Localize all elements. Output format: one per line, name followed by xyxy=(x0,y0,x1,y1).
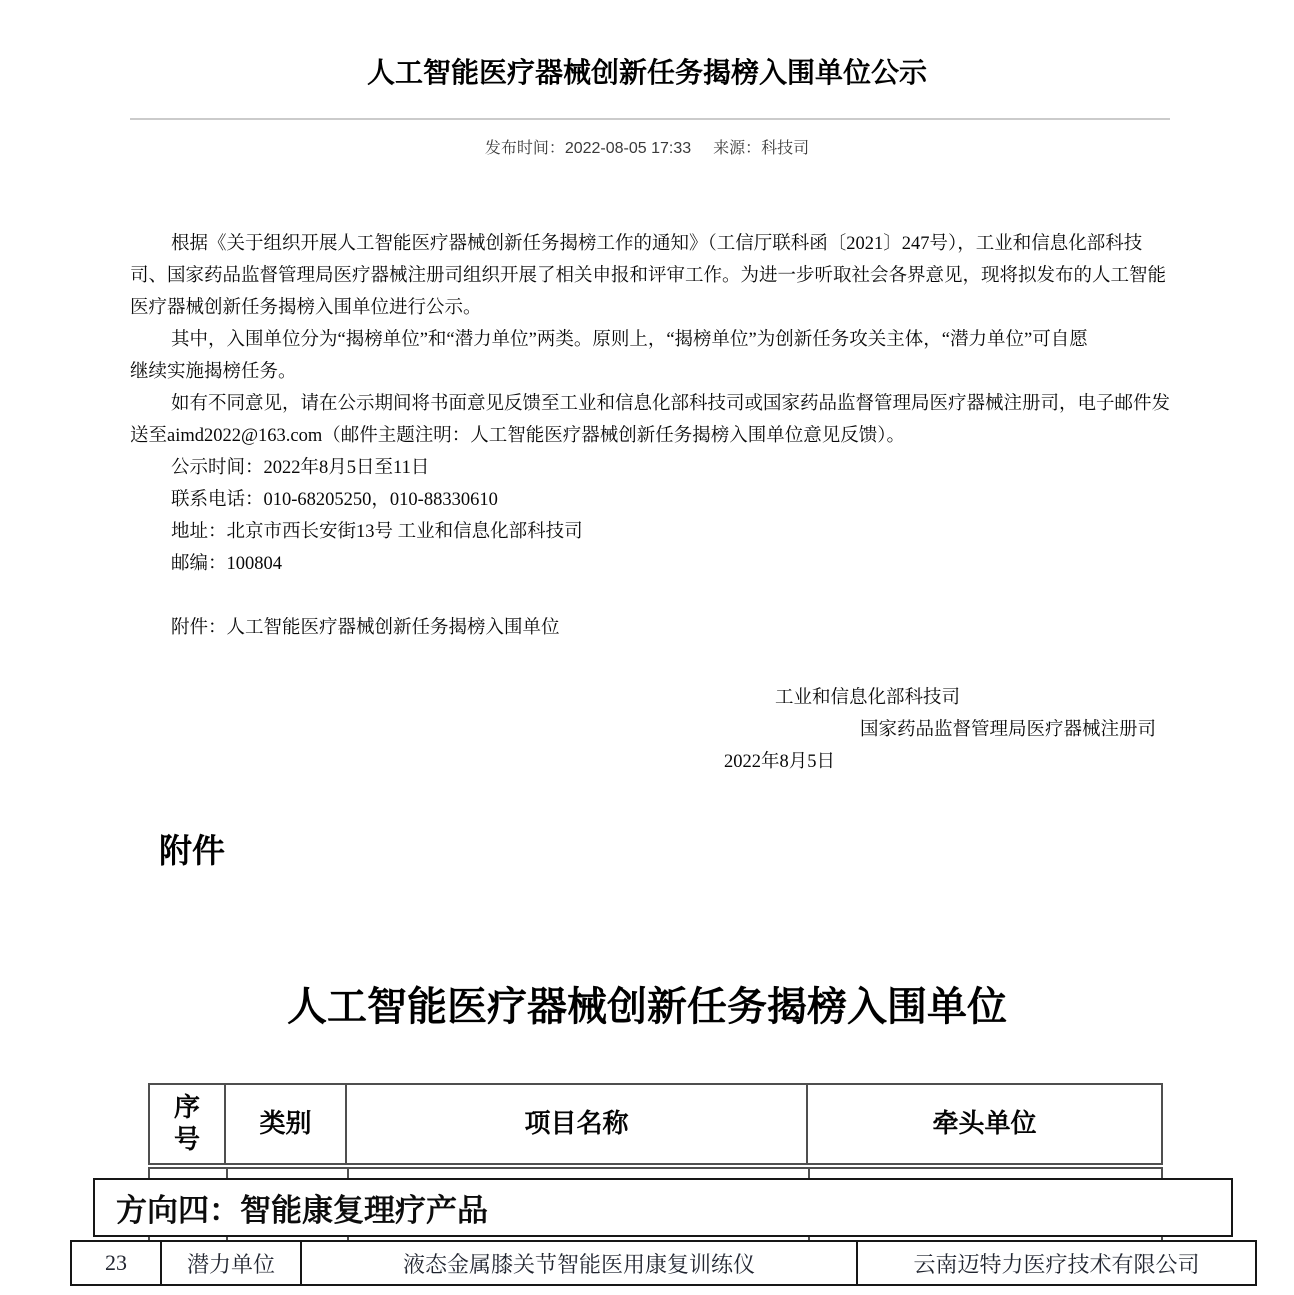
body-line: 如有不同意见，请在公示期间将书面意见反馈至工业和信息化部科技司或国家药品监督管理局医疗器械注册司，电子邮件发 xyxy=(171,394,1171,414)
body-line: 送至aimd2022@163.com（邮件主题注明：人工智能医疗器械创新任务揭榜入围单位意见反馈）。 xyxy=(130,426,906,446)
attachment-title: 人工智能医疗器械创新任务揭榜入围单位 xyxy=(287,985,1007,1029)
body-line: 司、国家药品监督管理局医疗器械注册司组织开展了相关申报和评审工作。为进一步听取社会各界意见，现将拟发布的人工智能 xyxy=(130,266,1167,286)
row-category-cell: 潜力单位 xyxy=(162,1242,302,1284)
source-label: 来源： xyxy=(713,140,762,157)
body-line: 其中，入围单位分为“揭榜单位”和“潜力单位”两类。原则上，“揭榜单位”为创新任务攻关主体，“潜力单位”可自愿 xyxy=(171,330,1088,350)
attachment-reference-line: 附件：人工智能医疗器械创新任务揭榜入围单位 xyxy=(171,618,560,638)
table-header-category: 类别 xyxy=(226,1085,347,1163)
postal-code-line: 邮编：100804 xyxy=(171,554,283,574)
body-line: 继续实施揭榜任务。 xyxy=(130,362,297,382)
publish-time-value: 2022-08-05 17:33 xyxy=(564,140,692,157)
table-header-organization: 牵头单位 xyxy=(932,1109,1037,1138)
body-text xyxy=(130,228,1170,644)
signature-dept-1: 工业和信息化部科技司 xyxy=(775,688,961,708)
public-notice-period-line: 公示时间：2022年8月5日至11日 xyxy=(171,458,430,478)
publish-meta xyxy=(0,138,1294,160)
row-no-cell: 23 xyxy=(72,1242,162,1284)
signature-date: 2022年8月5日 xyxy=(724,752,836,772)
table-section-band xyxy=(93,1178,1233,1237)
title-divider xyxy=(130,118,1170,120)
table-header-row xyxy=(148,1083,1163,1165)
signature-dept-2: 国家药品监督管理局医疗器械注册司 xyxy=(860,720,1157,740)
body-line: 根据《关于组织开展人工智能医疗器械创新任务揭榜工作的通知》（工信厅联科函〔2021〕247号），工业和信息化部科技 xyxy=(171,234,1143,254)
table-row xyxy=(70,1240,1257,1286)
body-line: 医疗器械创新任务揭榜入围单位进行公示。 xyxy=(130,298,482,318)
address-line: 地址：北京市西长安街13号 工业和信息化部科技司 xyxy=(171,522,583,542)
page-title: 人工智能医疗器械创新任务揭榜入围单位公示 xyxy=(366,57,927,88)
section-label: 方向四：智能康复理疗产品 xyxy=(116,1193,488,1228)
attachment-heading: 附件 xyxy=(159,832,225,869)
contact-phone-line: 联系电话：010-68205250，010-88330610 xyxy=(171,490,498,510)
source-value: 科技司 xyxy=(761,140,810,157)
row-project-cell: 液态金属膝关节智能医用康复训练仪 xyxy=(302,1242,858,1284)
table-header-no xyxy=(150,1085,226,1163)
table-header-project: 项目名称 xyxy=(347,1085,808,1163)
blank-line xyxy=(130,580,1170,612)
row-organization-cell: 云南迈特力医疗技术有限公司 xyxy=(913,1251,1200,1277)
table-header-no-label: 序号 xyxy=(174,1093,201,1154)
publish-time-label: 发布时间： xyxy=(484,140,565,157)
